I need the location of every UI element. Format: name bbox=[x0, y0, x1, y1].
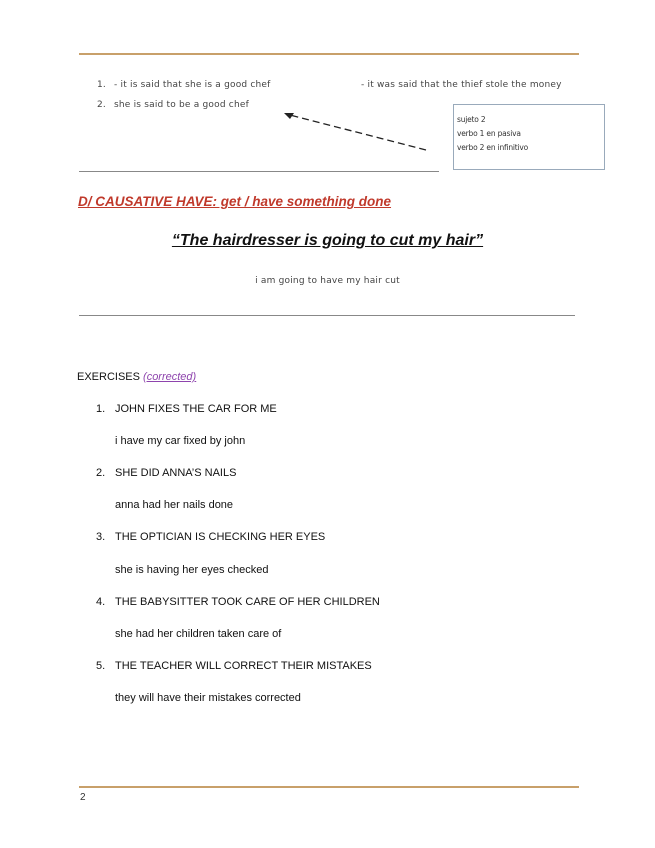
divider-line bbox=[79, 315, 575, 316]
exercise-question-5 bbox=[96, 660, 372, 672]
note-line2-number: 2. bbox=[97, 100, 106, 110]
example-answer bbox=[0, 276, 655, 286]
note-line1-right: - it was said that the thief stole the money bbox=[361, 80, 562, 90]
exercises-title bbox=[77, 371, 196, 383]
exercise-answer-2: anna had her nails done bbox=[115, 499, 234, 511]
exercise-number: 1. bbox=[96, 403, 106, 415]
footer-rule bbox=[79, 786, 579, 788]
box-line-2: verbo 1 en pasiva bbox=[457, 129, 521, 138]
divider-line bbox=[79, 171, 439, 172]
exercise-question-text: SHE DID ANNA’S NAILS bbox=[115, 467, 237, 479]
exercise-number: 4. bbox=[96, 596, 106, 608]
exercises-label: EXERCISES bbox=[77, 371, 140, 383]
exercise-answer-3: she is having her eyes checked bbox=[115, 564, 269, 576]
header-rule bbox=[79, 53, 579, 55]
box-line-1: sujeto 2 bbox=[457, 115, 486, 124]
dashed-arrow bbox=[280, 108, 430, 152]
example-answer-text: i am going to have my hair cut bbox=[255, 276, 400, 286]
page-number: 2 bbox=[80, 792, 86, 803]
section-heading: D/ CAUSATIVE HAVE: get / have something done bbox=[78, 194, 392, 209]
exercise-question-4 bbox=[96, 596, 380, 608]
arrow-line bbox=[290, 115, 426, 150]
exercise-answer-5: they will have their mistakes corrected bbox=[115, 692, 301, 704]
exercise-question-3 bbox=[96, 531, 325, 543]
example-quote bbox=[0, 232, 655, 250]
box-line-3: verbo 2 en infinitivo bbox=[457, 143, 529, 152]
exercise-question-text: THE TEACHER WILL CORRECT THEIR MISTAKES bbox=[115, 660, 372, 672]
example-quote-text: “The hairdresser is going to cut my hair” bbox=[171, 232, 484, 249]
exercise-answer-1: i have my car fixed by john bbox=[115, 435, 246, 447]
note-line2-text: she is said to be a good chef bbox=[114, 100, 249, 110]
exercise-number: 5. bbox=[96, 660, 106, 672]
note-line1-number: 1. bbox=[97, 80, 106, 90]
exercise-number: 3. bbox=[96, 531, 106, 543]
exercise-answer-4: she had her children taken care of bbox=[115, 628, 282, 640]
corrected-link[interactable]: (corrected) bbox=[143, 371, 197, 383]
exercise-question-text: THE OPTICIAN IS CHECKING HER EYES bbox=[115, 531, 326, 543]
exercise-question-1 bbox=[96, 403, 277, 415]
note-line1-text: - it is said that she is a good chef bbox=[114, 80, 271, 90]
exercise-question-text: THE BABYSITTER TOOK CARE OF HER CHILDREN bbox=[115, 596, 380, 608]
exercise-number: 2. bbox=[96, 467, 106, 479]
exercise-question-text: JOHN FIXES THE CAR FOR ME bbox=[115, 403, 277, 415]
exercise-question-2 bbox=[96, 467, 236, 479]
grammar-note-box bbox=[453, 104, 605, 170]
